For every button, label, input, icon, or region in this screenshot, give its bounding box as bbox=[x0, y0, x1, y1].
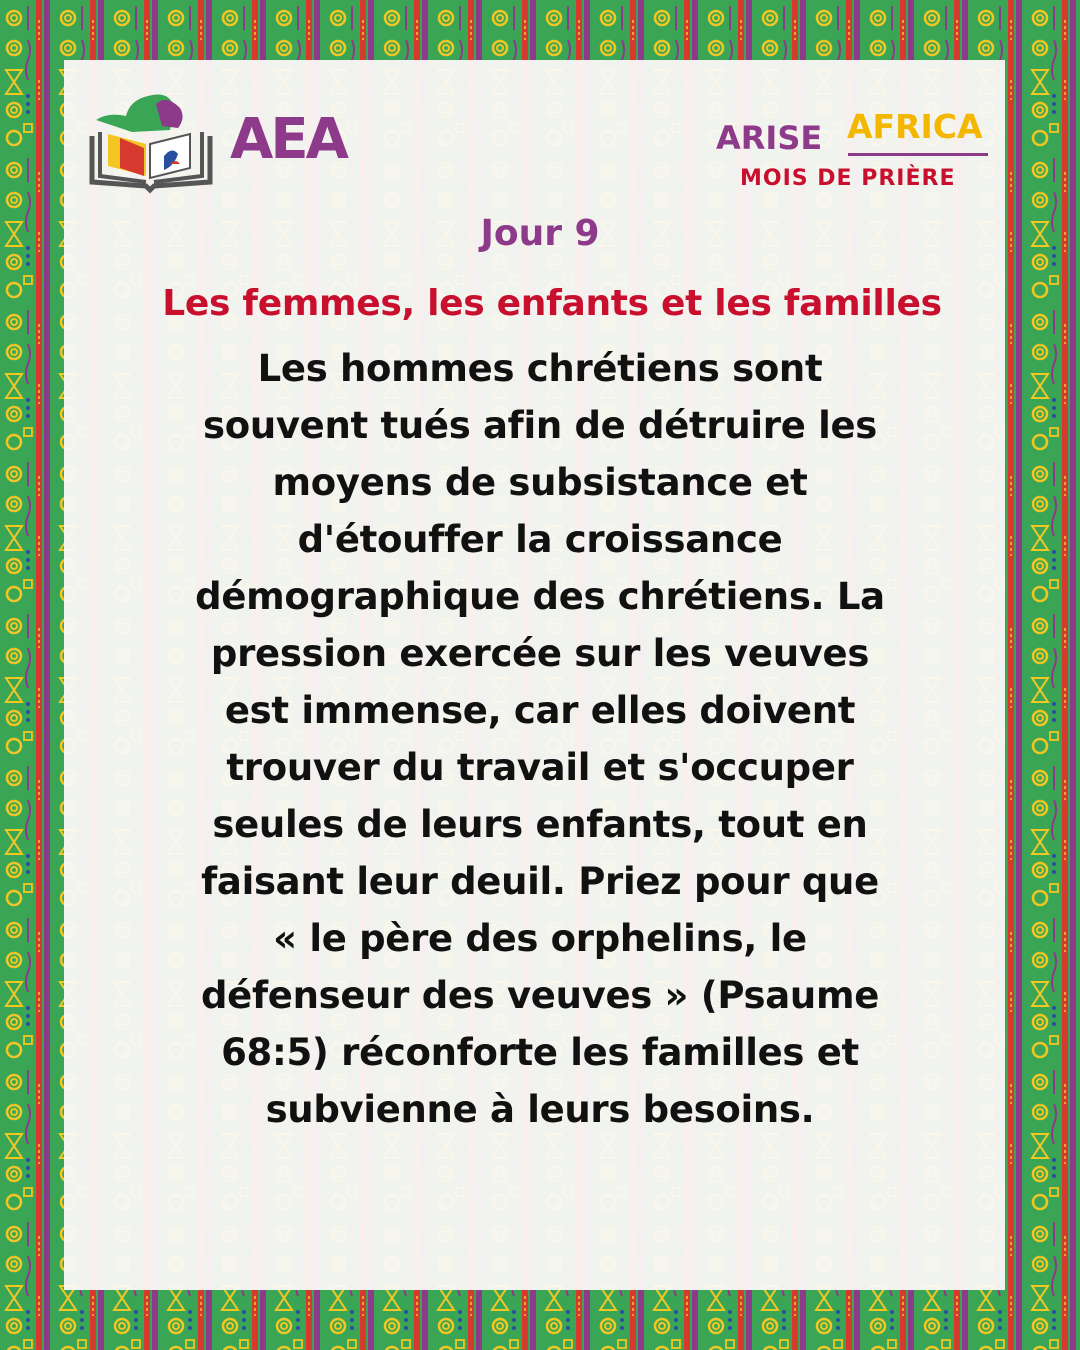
day-label: Jour 9 bbox=[480, 213, 600, 254]
africa-word: AFRICA bbox=[847, 107, 983, 146]
prayer-month-tagline: MOIS DE PRIÈRE bbox=[740, 166, 956, 191]
prayer-text: Les hommes chrétiens sont souvent tués afin de détruire les moyens de subsistance et d'étouffer la croissance démographique des chrétiens. La pression exercée sur les veuves est immense, car elles doivent trouver du travail et s'occuper seules de leurs enfants, tout en faisant leur deuil. Priez pour que « le père des orphelins, le défenseur des veuves » (Psaume 68:5) réconforte les familles et subvienne à leurs besoins. bbox=[195, 347, 885, 1131]
arise-word: ARISE bbox=[716, 119, 823, 157]
open-book-tree-logo-icon bbox=[86, 86, 216, 196]
logo-underline bbox=[848, 153, 988, 156]
arise-africa-logo bbox=[712, 104, 992, 199]
topic-title: Les femmes, les enfants et les familles bbox=[162, 283, 942, 324]
aea-logo-text: AEA bbox=[230, 107, 346, 172]
